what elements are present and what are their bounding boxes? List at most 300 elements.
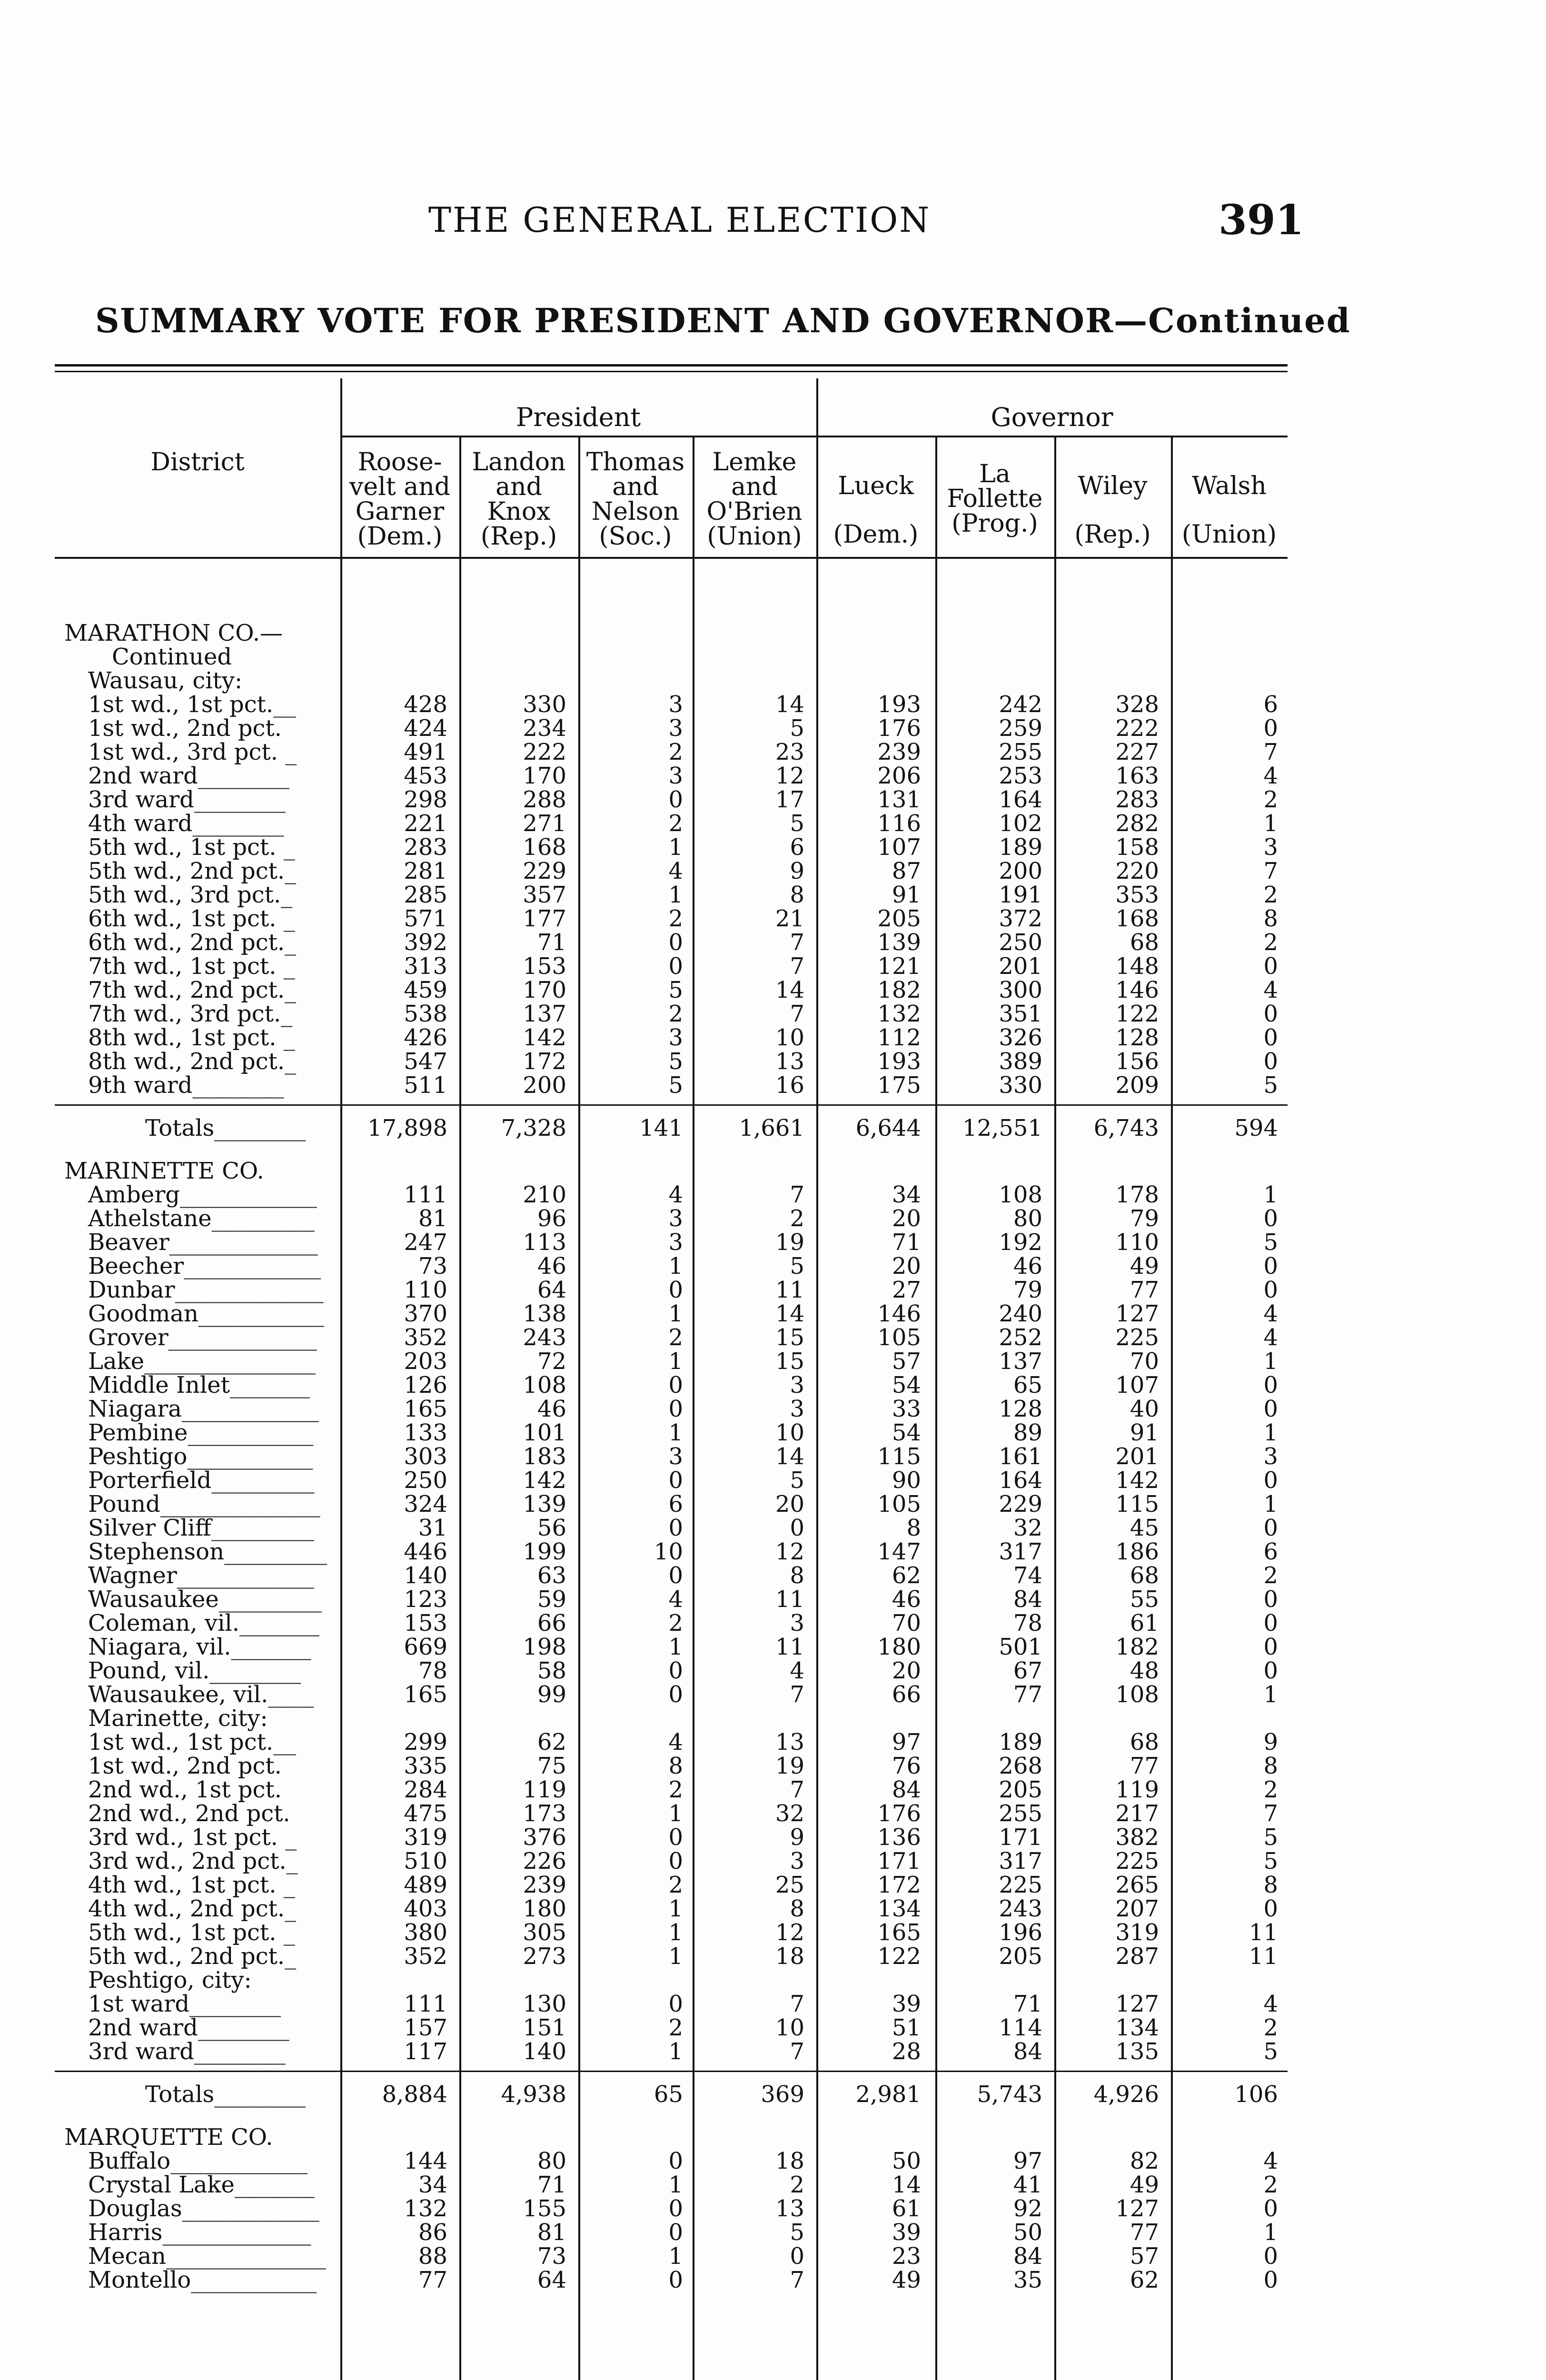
vote-cell: 82 <box>1130 2148 1159 2174</box>
district-name: Buffalo____________ <box>88 2148 308 2174</box>
vote-cell: 126 <box>404 1372 447 1398</box>
column-header-line: Follette <box>947 485 1043 513</box>
vote-cell: 110 <box>1115 1229 1159 1256</box>
header-bottom-rule <box>55 557 1288 559</box>
vote-cell: 351 <box>999 1001 1042 1027</box>
vote-cell: 1 <box>1263 1419 1278 1446</box>
vote-cell: 8 <box>790 1895 804 1922</box>
governor-group-rule <box>816 436 1288 437</box>
vote-cell: 243 <box>999 1895 1042 1922</box>
column-header-line: (Prog.) <box>951 509 1038 538</box>
district-name: Athelstane_________ <box>88 1205 315 1232</box>
vote-cell: 177 <box>523 905 566 932</box>
district-name: Crystal Lake_______ <box>88 2172 315 2198</box>
vote-cell: 319 <box>1115 1919 1159 1946</box>
vote-cell: 5 <box>1263 2038 1278 2065</box>
vote-cell: 298 <box>404 786 447 813</box>
vote-cell: 1 <box>668 882 683 908</box>
vote-cell: 5 <box>1263 1824 1278 1851</box>
vote-cell: 7 <box>1263 739 1278 765</box>
vote-cell: 127 <box>1115 1300 1159 1327</box>
vote-cell: 78 <box>1013 1610 1042 1636</box>
vote-cell: 18 <box>775 1943 804 1970</box>
vote-cell: 198 <box>523 1634 566 1660</box>
vote-cell: 203 <box>404 1348 447 1375</box>
table-row <box>55 740 1288 764</box>
column-header-line: (Dem.) <box>357 522 443 551</box>
vote-cell: 403 <box>404 1895 447 1922</box>
district-name: 7th wd., 2nd pct._ <box>88 977 297 1003</box>
column-header-line: Walsh <box>1192 472 1267 500</box>
section-heading <box>55 1159 1288 1183</box>
vote-cell: 165 <box>877 1919 921 1946</box>
vote-cell: 6 <box>790 834 804 861</box>
vote-cell: 71 <box>537 2172 566 2198</box>
vote-cell: 153 <box>404 1610 447 1636</box>
vote-cell: 1 <box>668 1943 683 1970</box>
vote-cell: 324 <box>404 1491 447 1517</box>
vote-cell: 10 <box>654 1538 683 1565</box>
vote-cell: 376 <box>523 1824 566 1851</box>
vote-cell: 112 <box>877 1024 921 1051</box>
vote-cell: 0 <box>790 1515 804 1541</box>
table-row <box>55 1183 1288 1207</box>
vote-cell: 77 <box>418 2267 447 2293</box>
vote-cell: 23 <box>775 739 804 765</box>
section-heading <box>55 645 1288 669</box>
table-row <box>55 2221 1288 2244</box>
vote-cell: 173 <box>523 1800 566 1827</box>
vote-cell: 328 <box>1115 691 1159 718</box>
table-row <box>55 1897 1288 1921</box>
table-row <box>55 835 1288 859</box>
vote-cell: 7 <box>790 953 804 980</box>
district-name: 4th ward________ <box>88 810 284 837</box>
vote-cell: 32 <box>1013 1515 1042 1541</box>
column-header-3 <box>578 450 693 549</box>
vote-cell: 243 <box>523 1324 566 1351</box>
vote-cell: 19 <box>775 1229 804 1256</box>
vote-cell: 0 <box>1263 1372 1278 1398</box>
vote-cell: 3 <box>790 1610 804 1636</box>
vote-cell: 319 <box>404 1824 447 1851</box>
page-number: 391 <box>1219 196 1304 244</box>
vote-cell: 57 <box>1130 2243 1159 2270</box>
vote-cell: 74 <box>1013 1562 1042 1589</box>
vote-cell: 128 <box>1115 1024 1159 1051</box>
district-name: Wausaukee_________ <box>88 1586 322 1613</box>
vote-cell: 4 <box>790 1657 804 1684</box>
table-row <box>55 1516 1288 1540</box>
vote-cell: 205 <box>877 905 921 932</box>
vote-cell: 0 <box>668 953 683 980</box>
vote-cell: 49 <box>1130 2172 1159 2198</box>
column-header-line: Garner <box>355 497 445 526</box>
vote-cell: 392 <box>404 929 447 956</box>
vote-cell: 5 <box>1263 1072 1278 1099</box>
vote-cell: 0 <box>1263 1048 1278 1075</box>
vote-cell: 5 <box>668 1048 683 1075</box>
vote-cell: 247 <box>404 1229 447 1256</box>
vote-cell: 352 <box>404 1324 447 1351</box>
vote-cell: 105 <box>877 1491 921 1517</box>
vote-cell: 221 <box>404 810 447 837</box>
vote-cell: 105 <box>877 1324 921 1351</box>
vote-cell: 106 <box>1234 2081 1278 2108</box>
vote-cell: 8 <box>790 882 804 908</box>
vote-cell: 57 <box>892 1348 921 1375</box>
vote-cell: 547 <box>404 1048 447 1075</box>
vote-cell: 1,661 <box>739 1115 804 1141</box>
vote-cell: 114 <box>999 2014 1042 2041</box>
vote-cell: 2 <box>668 905 683 932</box>
vote-cell: 226 <box>523 1848 566 1874</box>
vote-cell: 5 <box>668 1072 683 1099</box>
table-row <box>55 954 1288 978</box>
vote-cell: 67 <box>1013 1657 1042 1684</box>
vote-cell: 3 <box>668 1443 683 1470</box>
table-row <box>55 1611 1288 1635</box>
vote-cell: 1 <box>668 1253 683 1279</box>
district-name: 3rd ward________ <box>88 786 286 813</box>
section-heading <box>55 621 1288 645</box>
district-name: 1st wd., 2nd pct. <box>88 715 282 742</box>
vote-cell: 7 <box>790 1001 804 1027</box>
table-row <box>55 2173 1288 2197</box>
vote-cell: 135 <box>1115 2038 1159 2065</box>
vote-cell: 1 <box>668 2038 683 2065</box>
vote-cell: 225 <box>1115 1324 1159 1351</box>
district-name: MARINETTE CO. <box>64 1158 264 1184</box>
district-header: District <box>150 448 245 476</box>
vote-cell: 4,938 <box>501 2081 566 2108</box>
table-row <box>55 1445 1288 1468</box>
vote-cell: 382 <box>1115 1824 1159 1851</box>
vote-cell: 1 <box>668 1348 683 1375</box>
vote-cell: 0 <box>668 1824 683 1851</box>
vote-cell: 222 <box>1115 715 1159 742</box>
vote-cell: 61 <box>1130 1610 1159 1636</box>
vote-cell: 48 <box>1130 1657 1159 1684</box>
vote-cell: 88 <box>418 2243 447 2270</box>
vote-cell: 92 <box>1013 2195 1042 2222</box>
vote-cell: 191 <box>999 882 1042 908</box>
vote-cell: 141 <box>639 1115 683 1141</box>
vote-cell: 180 <box>523 1895 566 1922</box>
vote-cell: 62 <box>537 1729 566 1755</box>
vote-cell: 17 <box>775 786 804 813</box>
vote-cell: 20 <box>892 1253 921 1279</box>
vote-cell: 13 <box>775 1048 804 1075</box>
vote-cell: 313 <box>404 953 447 980</box>
totals-rule <box>55 1104 1288 1106</box>
vote-cell: 78 <box>418 1657 447 1684</box>
section-heading <box>55 1968 1288 1992</box>
vote-cell: 66 <box>892 1681 921 1708</box>
vote-cell: 151 <box>523 2014 566 2041</box>
vote-cell: 72 <box>537 1348 566 1375</box>
vote-cell: 168 <box>1115 905 1159 932</box>
vote-cell: 59 <box>537 1586 566 1613</box>
district-name: Dunbar_____________ <box>88 1277 324 1303</box>
vote-cell: 101 <box>523 1419 566 1446</box>
vote-cell: 127 <box>1115 2195 1159 2222</box>
vote-cell: 0 <box>668 1372 683 1398</box>
vote-cell: 139 <box>523 1491 566 1517</box>
column-header-line: (Rep.) <box>480 522 557 551</box>
vote-cell: 56 <box>537 1515 566 1541</box>
column-header-5 <box>816 474 935 547</box>
vote-cell: 12 <box>775 1538 804 1565</box>
vote-cell: 0 <box>1263 1586 1278 1613</box>
vote-cell: 3 <box>668 691 683 718</box>
table-row <box>55 1349 1288 1373</box>
district-name: 4th wd., 2nd pct._ <box>88 1895 297 1922</box>
vote-cell: 62 <box>1130 2267 1159 2293</box>
district-name: Peshtigo, city: <box>88 1967 252 1993</box>
table-row <box>55 1326 1288 1349</box>
vote-cell: 0 <box>668 929 683 956</box>
vote-cell: 0 <box>668 1467 683 1494</box>
vote-cell: 8 <box>1263 905 1278 932</box>
vote-cell: 6,743 <box>1093 1115 1159 1141</box>
column-header-line: (Rep.) <box>1074 520 1151 549</box>
vote-cell: 46 <box>537 1396 566 1422</box>
vote-cell: 2 <box>668 2014 683 2041</box>
section-heading <box>55 669 1288 693</box>
totals-row <box>55 1116 1288 1140</box>
district-name: 1st wd., 1st pct.__ <box>88 691 297 718</box>
table-row <box>55 693 1288 716</box>
running-head-title: THE GENERAL ELECTION <box>428 200 931 240</box>
vote-cell: 0 <box>668 1396 683 1422</box>
district-name: 5th wd., 3rd pct._ <box>88 882 293 908</box>
vote-cell: 8 <box>1263 1872 1278 1898</box>
vote-cell: 102 <box>999 810 1042 837</box>
vote-cell: 32 <box>775 1800 804 1827</box>
vote-cell: 369 <box>761 2081 804 2108</box>
vote-cell: 123 <box>404 1586 447 1613</box>
vote-cell: 5,743 <box>977 2081 1042 2108</box>
vote-cell: 0 <box>668 1515 683 1541</box>
vote-cell: 117 <box>404 2038 447 2065</box>
vote-cell: 132 <box>877 1001 921 1027</box>
vote-cell: 64 <box>537 1277 566 1303</box>
vote-cell: 352 <box>404 1943 447 1970</box>
district-name: Lake_______________ <box>88 1348 316 1375</box>
table-row <box>55 931 1288 954</box>
vote-cell: 165 <box>404 1396 447 1422</box>
vote-cell: 240 <box>999 1300 1042 1327</box>
district-name: 2nd wd., 1st pct. <box>88 1776 282 1803</box>
vote-cell: 108 <box>999 1181 1042 1208</box>
vote-cell: 282 <box>1115 810 1159 837</box>
district-name: 5th wd., 2nd pct._ <box>88 1943 297 1970</box>
vote-cell: 227 <box>1115 739 1159 765</box>
vote-cell: 8 <box>668 1753 683 1779</box>
vote-cell: 2 <box>790 1205 804 1232</box>
vote-cell: 142 <box>523 1467 566 1494</box>
vote-cell: 39 <box>892 2219 921 2246</box>
vote-cell: 7 <box>790 1991 804 2017</box>
vote-cell: 90 <box>892 1467 921 1494</box>
vote-cell: 5 <box>668 977 683 1003</box>
table-row <box>55 1050 1288 1073</box>
vote-cell: 91 <box>1130 1419 1159 1446</box>
vote-cell: 4 <box>668 858 683 884</box>
district-name: Wausau, city: <box>88 667 243 694</box>
vote-cell: 2 <box>668 1872 683 1898</box>
column-header-line: Knox <box>487 497 551 526</box>
vote-cell: 193 <box>877 1048 921 1075</box>
vote-cell: 571 <box>404 905 447 932</box>
district-name: Montello___________ <box>88 2267 317 2293</box>
vote-cell: 3 <box>1263 1443 1278 1470</box>
vote-cell: 19 <box>775 1753 804 1779</box>
table-row <box>55 2149 1288 2173</box>
table-row <box>55 2268 1288 2292</box>
vote-cell: 2,981 <box>855 2081 921 2108</box>
table-title: SUMMARY VOTE FOR PRESIDENT AND GOVERNOR—Continued <box>95 301 1351 340</box>
vote-cell: 538 <box>404 1001 447 1027</box>
vote-cell: 491 <box>404 739 447 765</box>
vote-cell: 2 <box>1263 786 1278 813</box>
district-name: 1st wd., 3rd pct. _ <box>88 739 297 765</box>
vote-cell: 65 <box>1013 1372 1042 1398</box>
vote-cell: 268 <box>999 1753 1042 1779</box>
vote-cell: 2 <box>1263 929 1278 956</box>
vote-cell: 189 <box>999 1729 1042 1755</box>
district-name: Goodman___________ <box>88 1300 324 1327</box>
table-row <box>55 1540 1288 1564</box>
vote-cell: 168 <box>523 834 566 861</box>
vote-cell: 12 <box>775 763 804 789</box>
vote-cell: 46 <box>1013 1253 1042 1279</box>
vote-cell: 242 <box>999 691 1042 718</box>
column-header-line: Nelson <box>591 497 680 526</box>
district-name: 6th wd., 2nd pct._ <box>88 929 297 956</box>
vote-cell: 206 <box>877 763 921 789</box>
vote-cell: 207 <box>1115 1895 1159 1922</box>
district-name: 3rd wd., 2nd pct._ <box>88 1848 298 1874</box>
vote-cell: 1 <box>668 1919 683 1946</box>
top-rule <box>55 364 1288 367</box>
table-row <box>55 1873 1288 1897</box>
vote-cell: 1 <box>668 834 683 861</box>
vote-cell: 164 <box>999 1467 1042 1494</box>
vote-cell: 84 <box>1013 1586 1042 1613</box>
vote-cell: 189 <box>999 834 1042 861</box>
vote-cell: 205 <box>999 1776 1042 1803</box>
district-name: 8th wd., 1st pct. _ <box>88 1024 295 1051</box>
vote-cell: 132 <box>404 2195 447 2222</box>
district-name: 2nd ward________ <box>88 2014 289 2041</box>
vote-cell: 4 <box>1263 977 1278 1003</box>
vote-cell: 1 <box>1263 1348 1278 1375</box>
column-header-line: Roose- <box>357 448 442 476</box>
vote-cell: 0 <box>1263 1001 1278 1027</box>
vote-cell: 136 <box>877 1824 921 1851</box>
vote-cell: 35 <box>1013 2267 1042 2293</box>
vote-cell: 134 <box>877 1895 921 1922</box>
vote-cell: 87 <box>892 858 921 884</box>
vote-cell: 9 <box>790 858 804 884</box>
vote-cell: 283 <box>404 834 447 861</box>
column-header-line: Lueck <box>838 472 914 500</box>
vote-cell: 28 <box>892 2038 921 2065</box>
vote-cell: 18 <box>775 2148 804 2174</box>
vote-cell: 209 <box>1115 1072 1159 1099</box>
table-row <box>55 1002 1288 1026</box>
president-group-label: President <box>515 402 641 432</box>
vote-cell: 5 <box>1263 1229 1278 1256</box>
vote-cell: 353 <box>1115 882 1159 908</box>
vote-cell: 0 <box>1263 2195 1278 2222</box>
vote-cell: 79 <box>1130 1205 1159 1232</box>
vote-cell: 7 <box>790 2038 804 2065</box>
vote-cell: 77 <box>1130 2219 1159 2246</box>
vote-cell: 317 <box>999 1848 1042 1874</box>
table-row <box>55 1073 1288 1097</box>
vote-cell: 110 <box>404 1277 447 1303</box>
vote-cell: 164 <box>999 786 1042 813</box>
vote-cell: 183 <box>523 1443 566 1470</box>
column-header-6 <box>935 462 1054 536</box>
vote-cell: 5 <box>790 1253 804 1279</box>
vote-cell: 91 <box>892 882 921 908</box>
vote-cell: 7 <box>790 1181 804 1208</box>
vote-cell: 113 <box>523 1229 566 1256</box>
district-name: Wausaukee, vil.____ <box>88 1681 314 1708</box>
vote-cell: 138 <box>523 1300 566 1327</box>
table-row <box>55 978 1288 1002</box>
district-name: Douglas____________ <box>88 2195 319 2222</box>
column-header-2 <box>459 450 578 549</box>
vote-cell: 5 <box>790 715 804 742</box>
vote-cell: 11 <box>1249 1943 1278 1970</box>
district-name: 4th wd., 1st pct. _ <box>88 1872 295 1898</box>
vote-cell: 128 <box>999 1396 1042 1422</box>
vote-cell: 192 <box>999 1229 1042 1256</box>
vote-cell: 31 <box>418 1515 447 1541</box>
table-row <box>55 1635 1288 1659</box>
vote-cell: 0 <box>668 786 683 813</box>
vote-cell: 79 <box>1013 1277 1042 1303</box>
vote-cell: 255 <box>999 1800 1042 1827</box>
vote-cell: 0 <box>1263 1634 1278 1660</box>
district-name: Niagara____________ <box>88 1396 319 1422</box>
vote-cell: 172 <box>877 1872 921 1898</box>
vote-cell: 205 <box>999 1943 1042 1970</box>
vote-cell: 2 <box>668 739 683 765</box>
vote-cell: 225 <box>1115 1848 1159 1874</box>
vote-cell: 40 <box>1130 1396 1159 1422</box>
column-header-7 <box>1054 474 1171 547</box>
vote-cell: 21 <box>775 905 804 932</box>
vote-cell: 6 <box>1263 691 1278 718</box>
vote-cell: 73 <box>418 1253 447 1279</box>
vote-cell: 119 <box>1115 1776 1159 1803</box>
vote-cell: 0 <box>1263 1024 1278 1051</box>
vote-cell: 4 <box>1263 1300 1278 1327</box>
vote-cell: 7,328 <box>501 1115 566 1141</box>
vote-cell: 0 <box>1263 1396 1278 1422</box>
totals-row <box>55 2082 1288 2106</box>
vote-cell: 115 <box>877 1443 921 1470</box>
vote-cell: 6,644 <box>855 1115 921 1141</box>
vote-cell: 594 <box>1234 1115 1278 1141</box>
vote-cell: 265 <box>1115 1872 1159 1898</box>
